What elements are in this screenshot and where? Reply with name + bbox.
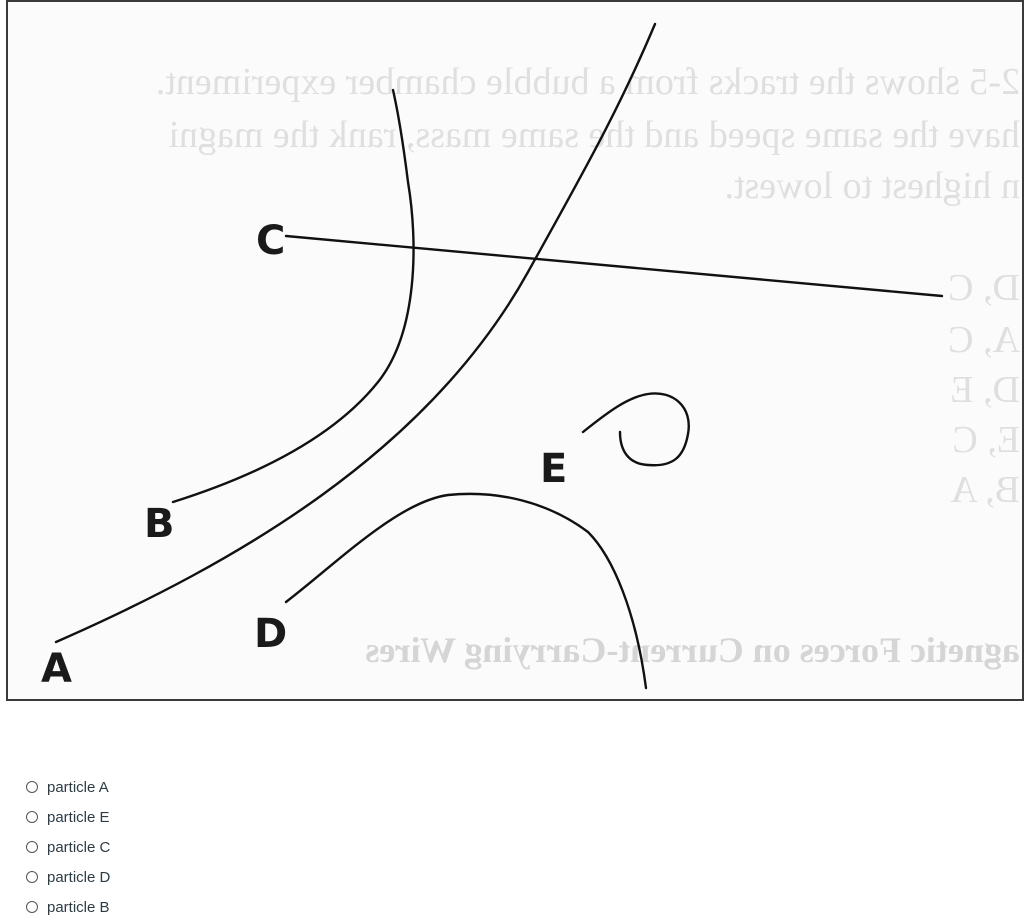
radio-button[interactable] [26, 811, 38, 823]
bleed-heading: agnetic Forces on Current-Carrying Wires [365, 630, 1020, 670]
radio-button[interactable] [26, 871, 38, 883]
bleed-choice-5: B, A [950, 469, 1020, 511]
bleed-line-3: n highest to lowest. [724, 165, 1020, 207]
option-particle-b[interactable] [26, 892, 110, 917]
radio-button[interactable] [26, 841, 38, 853]
bleed-line-2: have the same speed and the same mass, rank the magni [168, 114, 1020, 156]
label-a: A [41, 646, 72, 692]
option-label[interactable]: particle B [47, 898, 110, 916]
bleed-choice-2: A, C [948, 319, 1020, 361]
label-b: B [144, 501, 175, 547]
bleed-through-text [156, 61, 1020, 670]
answer-options [26, 772, 110, 917]
option-label[interactable]: particle A [47, 778, 109, 796]
option-particle-a[interactable] [26, 772, 110, 802]
radio-button[interactable] [26, 901, 38, 913]
option-label[interactable]: particle C [47, 838, 111, 856]
bleed-line-1: 2-5 shows the tracks from a bubble chamber experiment. [155, 61, 1020, 103]
option-particle-d[interactable] [26, 862, 110, 892]
track-c [286, 236, 942, 296]
label-e: E [540, 446, 568, 492]
option-label[interactable]: particle D [47, 868, 111, 886]
bubble-chamber-svg [8, 2, 1022, 699]
option-label[interactable]: particle E [47, 808, 110, 826]
option-particle-c[interactable] [26, 832, 110, 862]
bleed-choice-4: E, C [952, 419, 1020, 461]
label-d: D [254, 611, 288, 657]
bleed-choice-1: D, C [948, 267, 1020, 309]
option-particle-e[interactable] [26, 802, 110, 832]
bubble-chamber-figure [6, 0, 1024, 701]
radio-button[interactable] [26, 781, 38, 793]
bleed-choice-3: D, E [950, 369, 1020, 411]
label-c: C [256, 218, 286, 264]
track-e [583, 393, 689, 465]
